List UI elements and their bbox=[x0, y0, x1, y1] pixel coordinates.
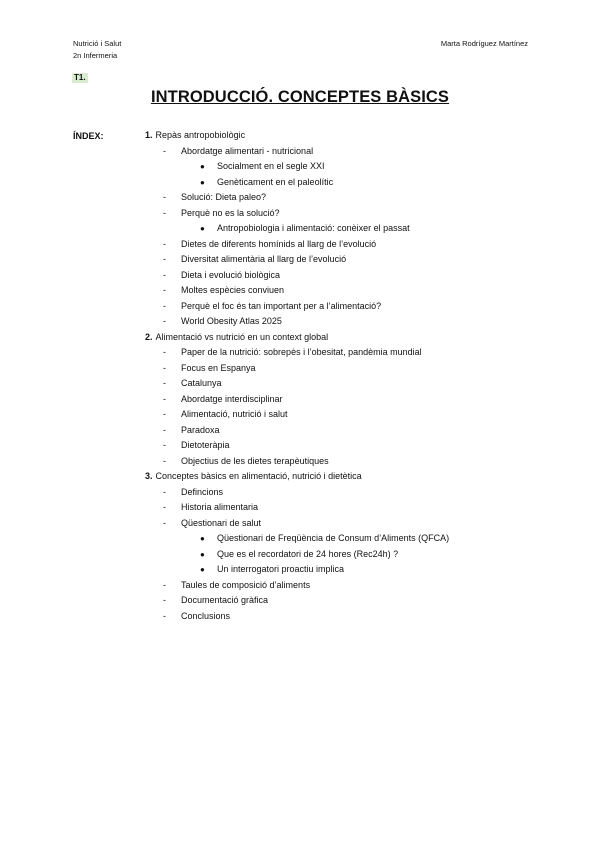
toc-item: - Paper de la nutrició: sobrepès i l’obesitat, pandèmia mundial bbox=[163, 347, 422, 357]
toc-item: - Dieta i evolució biològica bbox=[163, 269, 281, 280]
course-year: 2n Infermeria bbox=[73, 51, 118, 60]
header-left bbox=[73, 38, 121, 62]
page-title: INTRODUCCIÓ. CONCEPTES BÀSICS bbox=[150, 88, 450, 106]
toc-subitem: ● Qüestionari de Freqüència de Consum d’Aliments (QFCA) bbox=[200, 533, 450, 543]
toc-item: - Dietes de diferents homínids al llarg de l’evolució bbox=[163, 238, 377, 249]
topic-tag: T1. bbox=[74, 73, 86, 82]
toc-subitem: ● Que es el recordatori de 24 hores (Rec24h) ? bbox=[200, 548, 399, 559]
toc-section-2: 2. Alimentació vs nutrició en un context global bbox=[145, 331, 329, 342]
toc-item: - World Obesity Atlas 2025 bbox=[163, 316, 282, 326]
toc-item: - Documentació gràfica bbox=[163, 595, 269, 605]
toc-section-1: 1. Repàs antropobiològic bbox=[145, 130, 246, 140]
toc-subitem: ● Antropobiologia i alimentació: conèixer el passat bbox=[200, 223, 410, 233]
toc-item: - Perquè el foc és tan important per a l’alimentació? bbox=[163, 300, 382, 311]
toc-subitem: ● Un interrogatori proactiu implica bbox=[200, 564, 345, 574]
index-label: ÍNDEX: bbox=[73, 131, 104, 141]
toc-item: - Defincions bbox=[163, 486, 224, 497]
course-name: Nutrició i Salut bbox=[73, 39, 122, 48]
toc-item: - Taules de composició d’aliments bbox=[163, 579, 311, 590]
toc-item: - Qüestionari de salut bbox=[163, 517, 262, 528]
toc-item: - Paradoxa bbox=[163, 424, 220, 435]
toc-item: - Historia alimentaria bbox=[163, 502, 259, 512]
toc-item: - Diversitat alimentària al llarg de l’evolució bbox=[163, 254, 347, 264]
toc-item: - Solució: Dieta paleo? bbox=[163, 192, 267, 202]
toc-item: - Focus en Espanya bbox=[163, 362, 256, 373]
toc-item: - Objectius de les dietes terapèutiques bbox=[163, 455, 329, 466]
toc-section-3: 3. Conceptes bàsics en alimentació, nutrició i dietètica bbox=[145, 471, 362, 481]
toc-item: - Perquè no es la solució? bbox=[163, 207, 280, 218]
toc-item: - Dietoteràpia bbox=[163, 440, 230, 450]
toc-item: - Moltes espècies conviuen bbox=[163, 285, 285, 295]
toc-item: - Abordatge interdisciplinar bbox=[163, 393, 283, 404]
author-name: Marta Rodríguez Martínez bbox=[440, 39, 528, 48]
toc-subitem: ● Genèticament en el paleolític bbox=[200, 176, 334, 187]
toc-subitem: ● Socialment en el segle XXI bbox=[200, 161, 325, 171]
toc-item: - Conclusions bbox=[163, 610, 231, 621]
toc-item: - Alimentació, nutrició i salut bbox=[163, 409, 288, 419]
toc-item: - Catalunya bbox=[163, 378, 222, 388]
toc-item: - Abordatge alimentari - nutricional bbox=[163, 145, 314, 156]
